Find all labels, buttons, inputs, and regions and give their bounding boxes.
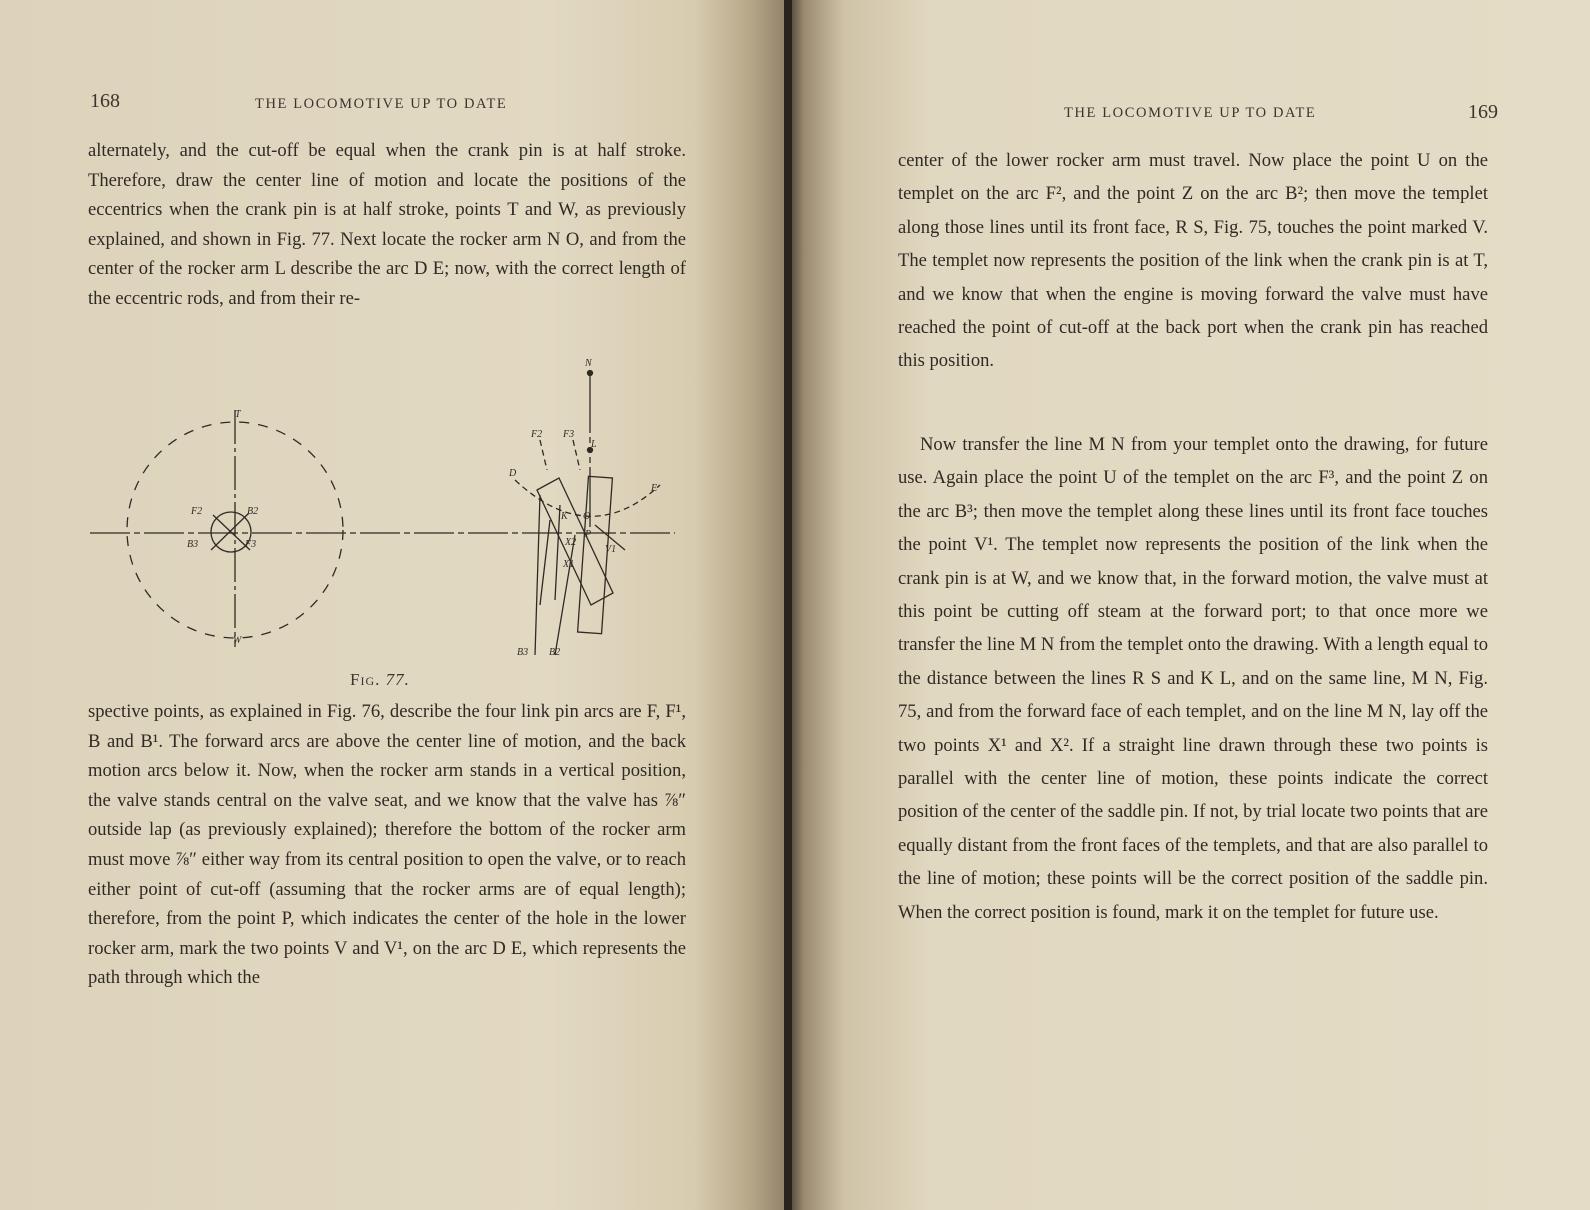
label-F2: F2 xyxy=(191,506,203,517)
label-P: P xyxy=(585,529,592,540)
label-B2: B2 xyxy=(247,506,259,517)
left-paragraph-top xyxy=(88,136,686,314)
label-V1: V1 xyxy=(605,544,617,555)
left-paragraph-bottom xyxy=(88,697,686,993)
book-gutter xyxy=(784,0,792,1210)
running-head-left: THE LOCOMOTIVE UP TO DATE xyxy=(255,96,508,112)
figure-caption-prefix: Fig. xyxy=(350,670,381,689)
left-paragraph-top-text: alternately, and the cut-off be equal when the crank pin is at half stroke. Therefore, draw the center line of motion and locate the positions of the eccentrics when the crank pin is at half stroke, points T and W, as previously explained, and shown in Fig. 77. Next locate the rocker arm N O, and from the center of the rocker arm L describe the arc D E; now, with the correct length of the eccentric rods, and from their re- xyxy=(88,140,686,309)
label-O: O xyxy=(583,511,591,522)
page-number-right: 169 xyxy=(1468,101,1498,123)
right-paragraph-1 xyxy=(898,144,1488,378)
running-head-right: THE LOCOMOTIVE UP TO DATE xyxy=(1064,105,1317,121)
left-paragraph-bottom-text: spective points, as explained in Fig. 76, describe the four link pin arcs are F, F¹, B and B¹. The forward arcs are above the center line of motion, and the back motion arcs below it. Now, when the rocker arm stands in a vertical position, the valve stands central on the valve seat, and we know that the valve has ⅞″ outside lap (as previously explained); therefore the bottom of the rocker arm must move ⅞″ either way from its central position to open the valve, or to reach either point of cut-off (assuming that the rocker arms are of equal length); therefore, from the point P, which indicates the center of the hole in the lower rocker arm, mark the two points V and V¹, on the arc D E, which represents the path through which the xyxy=(88,701,686,989)
label-rB3: B3 xyxy=(517,647,529,658)
label-K: K xyxy=(561,511,568,522)
label-L: L xyxy=(591,439,597,450)
right-paragraph-1-text: center of the lower rocker arm must travel. Now place the point U on the templet on the arc F², and the point Z on the arc B²; then move the templet along those lines until its front face, R S, Fig. 75, touches the point marked V. The templet now represents the position of the link when the crank pin is at T, and we know that when the engine is moving forward the valve must have reached the point of cut-off at the back port when the crank pin has reached this position. xyxy=(898,150,1488,372)
fig-77-diagram xyxy=(85,355,695,665)
label-F3: F3 xyxy=(245,539,257,550)
label-B3: B3 xyxy=(187,539,199,550)
figure-caption-number: 77. xyxy=(385,670,410,689)
label-rB2: B2 xyxy=(549,647,561,658)
label-rF3: F3 xyxy=(563,429,575,440)
right-page xyxy=(788,0,1590,1210)
page-number-left: 168 xyxy=(90,90,120,112)
label-rF2: F2 xyxy=(531,429,543,440)
label-N: N xyxy=(585,358,592,369)
right-paragraph-2 xyxy=(898,428,1488,929)
figure-caption xyxy=(350,670,410,690)
label-T: T xyxy=(235,409,241,420)
label-X2: X2 xyxy=(565,537,577,548)
right-paragraph-2-text: Now transfer the line M N from your templet onto the drawing, for future use. Again place the point U of the templet on the arc F³, and the point Z on the arc B³; then move the templet along these lines until its front face touches the point V¹. The templet now represents the position of the link when the crank pin is at W, and we know that, in the forward motion, the valve must at this point be cutting off steam at the forward port; to that once more we transfer the line M N from the templet onto the drawing. With a length equal to the distance between the lines R S and K L, and on the same line, M N, Fig. 75, and from the forward face of each templet, and on the line M N, lay off the two points X¹ and X². If a straight line drawn through these two points is parallel with the center line of motion, these points indicate the correct position of the center of the saddle pin. If not, by trial locate two points that are equally distant from the front faces of the templets, and that are also parallel to the line of motion; these points will be the correct position of the saddle pin. When the correct position is found, mark it on the templet for future use. xyxy=(898,434,1488,923)
label-E: E xyxy=(651,483,658,494)
left-page xyxy=(0,0,788,1210)
label-D: D xyxy=(509,468,517,479)
label-W: W xyxy=(233,635,242,646)
label-X1: X1 xyxy=(563,559,575,570)
